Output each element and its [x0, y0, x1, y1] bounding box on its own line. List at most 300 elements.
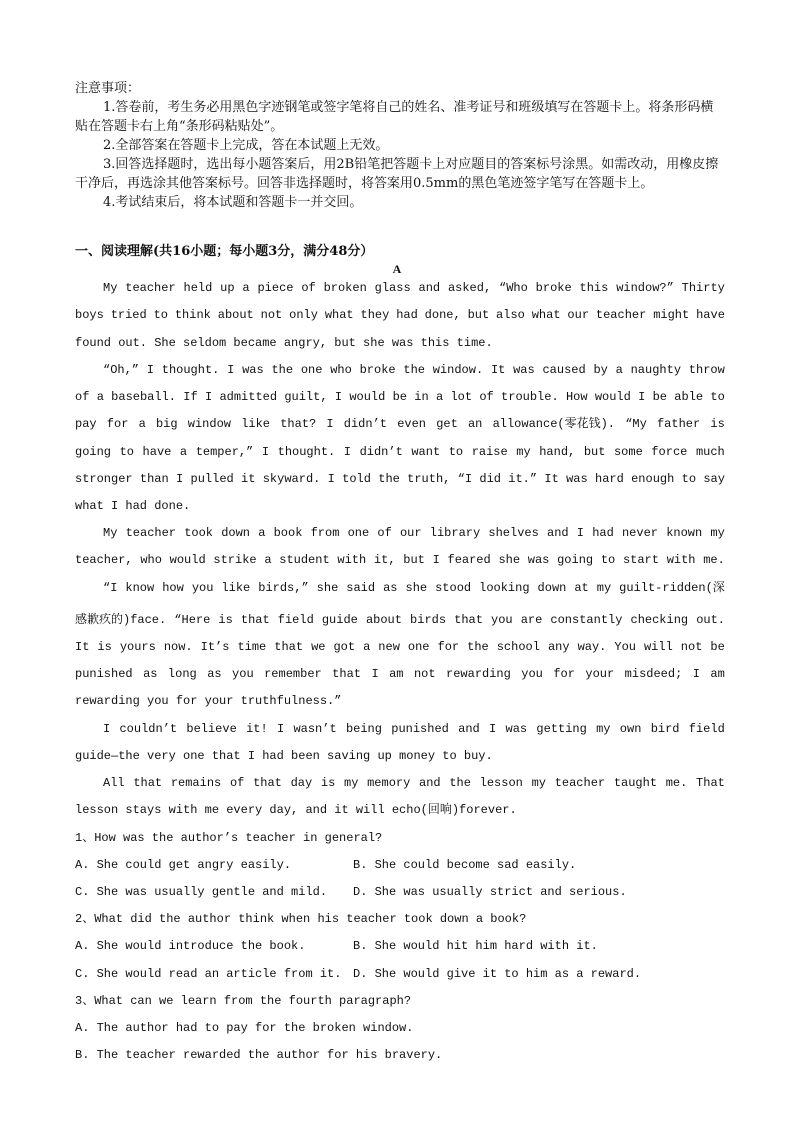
passage-line: rewarding you for your truthfulness.”	[75, 694, 342, 708]
word: never	[621, 526, 658, 540]
word: had	[396, 308, 418, 322]
word: couldn’t	[119, 722, 178, 736]
word: didn’t	[359, 445, 403, 459]
word: of	[229, 776, 245, 790]
word: one	[407, 640, 430, 654]
word: skyward.	[262, 472, 321, 486]
word: a	[435, 390, 444, 404]
word: glass	[374, 281, 411, 295]
word: to	[710, 390, 725, 404]
word: strike	[213, 553, 257, 567]
question-stem: 3、What can we learn from the fourth paragraph?	[75, 994, 412, 1008]
word: for	[437, 640, 460, 654]
word: know	[125, 581, 155, 595]
word: the	[449, 776, 471, 790]
option-d: D. She would give it to him as a reward.	[353, 967, 642, 981]
passage-line	[75, 471, 725, 491]
option-c: C. She was usually gentle and mild.	[75, 885, 328, 899]
word: my	[596, 581, 612, 595]
word: My	[103, 526, 118, 540]
word: and	[547, 526, 569, 540]
word: now.	[163, 640, 193, 654]
word: temper,”	[195, 445, 254, 459]
word: she	[498, 553, 521, 567]
word: going	[557, 553, 594, 567]
word: constantly	[550, 613, 623, 627]
word: the	[378, 472, 400, 486]
word: how	[162, 581, 184, 595]
word: start	[622, 553, 659, 567]
word: will	[643, 640, 673, 654]
word: piece	[257, 281, 294, 295]
word: the	[271, 363, 294, 377]
word: about	[365, 613, 402, 627]
word: hand,	[539, 445, 576, 459]
word: is	[218, 613, 233, 627]
word: think	[174, 308, 211, 322]
word: broken	[323, 281, 367, 295]
word: am	[710, 667, 725, 681]
word: shelves	[488, 526, 539, 540]
word: student	[279, 553, 330, 567]
word: 感歉疚的)face.	[75, 613, 167, 627]
word: punished	[391, 722, 449, 736]
word: My	[103, 281, 118, 295]
word: of	[479, 390, 494, 404]
word: as	[143, 667, 158, 681]
word: going	[75, 445, 112, 459]
word: our	[399, 526, 422, 540]
word: “Who	[499, 281, 528, 295]
word: with	[337, 553, 367, 567]
word: is	[320, 776, 336, 790]
word: father	[656, 417, 701, 431]
word: what	[531, 308, 561, 322]
word: guilt-ridden(深	[619, 581, 725, 595]
word: and	[458, 722, 480, 736]
word: but	[583, 445, 606, 459]
word: baseball.	[111, 390, 176, 404]
word: It	[544, 472, 559, 486]
word: It’s	[200, 640, 230, 654]
word: it.”	[508, 472, 538, 486]
word: that	[240, 613, 270, 627]
word: teacher	[125, 281, 176, 295]
word: pulled	[190, 472, 234, 486]
passage-line	[75, 280, 725, 300]
word: thought.	[161, 363, 220, 377]
word: might	[653, 308, 690, 322]
word: hard	[595, 472, 624, 486]
word: a	[258, 526, 266, 540]
word: me.	[665, 776, 688, 790]
word: truth,	[407, 472, 451, 486]
option-b: B. She could become sad easily.	[353, 858, 577, 872]
word: you	[491, 613, 513, 627]
word: what	[324, 308, 354, 322]
word: way.	[577, 640, 607, 654]
passage-line	[75, 580, 725, 600]
passage-line	[75, 775, 725, 795]
word: a	[179, 445, 188, 459]
word: You	[614, 640, 636, 654]
word: one	[300, 363, 323, 377]
passage-line	[75, 416, 725, 436]
word: misdeed;	[624, 667, 683, 681]
word: it,	[373, 553, 396, 567]
word: would	[349, 390, 386, 404]
word: than	[139, 472, 169, 486]
word: at	[574, 581, 589, 595]
word: “My	[625, 417, 647, 431]
word: who	[140, 553, 162, 567]
passage-line	[75, 612, 725, 632]
option-b: B. She would hit him hard with it.	[353, 939, 598, 953]
word: like	[241, 417, 270, 431]
word: long	[167, 667, 197, 681]
word: was	[566, 472, 588, 486]
word: It	[490, 363, 506, 377]
passage-line: what I had done.	[75, 499, 191, 513]
word: they	[360, 308, 390, 322]
word: being	[345, 722, 382, 736]
word: my	[516, 445, 531, 459]
instructions-block	[75, 79, 725, 212]
word: broke	[535, 281, 572, 295]
word: teacher	[125, 526, 177, 540]
word: remains	[170, 776, 222, 790]
word: asked,	[447, 281, 492, 295]
word: a	[264, 553, 272, 567]
word: like	[221, 581, 251, 595]
word: taught	[613, 776, 658, 790]
word: field	[277, 613, 314, 627]
word: you	[191, 581, 214, 595]
word: would	[169, 553, 206, 567]
word: about	[217, 308, 254, 322]
word: be	[652, 390, 668, 404]
passage-line	[75, 362, 725, 382]
word: a	[138, 417, 146, 431]
word: was	[505, 722, 528, 736]
word: big	[155, 417, 178, 431]
word: would	[594, 390, 631, 404]
word: she	[316, 581, 339, 595]
word: able	[674, 390, 704, 404]
word: “Here	[174, 613, 211, 627]
word: your	[585, 667, 615, 681]
word: If	[183, 390, 198, 404]
word: up	[220, 281, 235, 295]
word: window.	[432, 363, 484, 377]
word: to	[153, 308, 168, 322]
word: the	[403, 363, 425, 377]
word: of	[377, 526, 392, 540]
word: I	[638, 390, 646, 404]
word: said	[346, 581, 376, 595]
word: throw	[688, 363, 725, 377]
word: but	[467, 308, 490, 322]
question-stem: 2、What did the author think when his teacher took down a book?	[75, 912, 527, 926]
word: It	[75, 640, 90, 654]
word: tried	[110, 308, 147, 322]
word: as	[383, 581, 398, 595]
word: stronger	[75, 472, 133, 486]
word: some	[613, 445, 643, 459]
instructions-title: 注意事项：	[75, 81, 141, 96]
word: with	[666, 553, 696, 567]
instruction-2: 2.全部答案在答题卡上完成，答在本试题上无效。	[103, 138, 389, 153]
word: I	[692, 667, 700, 681]
word: admitted	[219, 390, 278, 404]
passage-line	[75, 525, 725, 545]
word: own	[619, 722, 642, 736]
word: say	[703, 472, 725, 486]
question-option: B. The teacher rewarded the author for his bravery.	[75, 1048, 443, 1062]
word: but	[403, 553, 425, 567]
word: a	[242, 281, 250, 295]
word: even	[397, 417, 426, 431]
question-option-row	[75, 938, 725, 958]
option-a: A. She would introduce the book.	[75, 939, 306, 953]
passage-line: guide—the very one that I had been saving up money to buy.	[75, 749, 493, 763]
word: Thirty	[681, 281, 725, 295]
word: that?	[280, 417, 317, 431]
word: force	[651, 445, 688, 459]
word: I	[146, 363, 154, 377]
word: who	[330, 363, 352, 377]
passage-line	[75, 444, 725, 464]
instruction-3: 3.回答选择题时，选出每小题答案后，用2B铅笔把答题卡上对应题目的答案标号涂黑。如需改动，用橡皮擦干净后，再选涂其他答案标号。回答非选择题时，将答案用0.5mm的黑色笔迹签字笔写在答题卡上。	[75, 157, 719, 191]
word: yours	[119, 640, 156, 654]
word: boys	[75, 308, 104, 322]
word: down	[221, 526, 251, 540]
word: day	[290, 776, 313, 790]
word: is	[97, 640, 112, 654]
word: out.	[696, 613, 725, 627]
word: teacher	[554, 776, 606, 790]
word: feared	[447, 553, 491, 567]
word: my	[531, 776, 546, 790]
word: one	[347, 526, 370, 540]
word: from	[310, 526, 340, 540]
word: I	[176, 472, 184, 486]
word: to	[681, 472, 697, 486]
word: stood	[435, 581, 472, 595]
word: birds	[410, 613, 447, 627]
word: thought.	[277, 445, 336, 459]
word: told	[342, 472, 371, 486]
word: get	[436, 417, 458, 431]
word: was	[527, 553, 550, 567]
word: it!	[246, 722, 268, 736]
question-option-row	[75, 857, 725, 877]
question-stem: 1、How was the author’s teacher in general?	[75, 831, 383, 845]
word: a	[96, 390, 104, 404]
word: my	[710, 526, 725, 540]
word: I	[327, 472, 335, 486]
word: are	[520, 613, 543, 627]
word: held	[183, 281, 213, 295]
word: also	[496, 308, 525, 322]
word: for	[553, 667, 575, 681]
word: that	[133, 776, 163, 790]
word: teacher,	[75, 553, 133, 567]
word: How	[565, 390, 588, 404]
word: you	[232, 667, 254, 681]
word: to	[600, 553, 616, 567]
word: we	[311, 640, 326, 654]
question-option-row	[75, 884, 725, 904]
word: known	[666, 526, 703, 540]
word: you	[521, 667, 543, 681]
word: bird	[650, 722, 680, 736]
word: That	[696, 776, 725, 790]
section-heading: 一、阅读理解(共16小题；每小题3分，满分48分）	[75, 244, 374, 259]
word: “I	[457, 472, 473, 486]
word: I	[371, 667, 379, 681]
word: am	[389, 667, 404, 681]
word: book	[273, 526, 303, 540]
word: my	[344, 776, 359, 790]
word: I	[432, 553, 440, 567]
word: memory	[367, 776, 411, 790]
word: “Oh,”	[103, 363, 140, 377]
word: me.	[703, 553, 725, 567]
word: be	[710, 640, 725, 654]
word: for	[106, 417, 129, 431]
question-option-row	[75, 966, 725, 986]
word: naughty	[630, 363, 682, 377]
word: I	[227, 363, 235, 377]
word: is	[710, 417, 725, 431]
word: I	[576, 526, 584, 540]
word: raise	[471, 445, 508, 459]
instruction-1: 1.答卷前，考生务必用黑色字迹钢笔或签字笔将自己的姓名、准考证号和班级填写在答题卡上。将条形码横贴在答题卡右上角“条形码粘贴处”。	[75, 100, 714, 134]
word: believe	[186, 722, 237, 736]
word: done,	[424, 308, 461, 322]
word: rewarding	[446, 667, 511, 681]
word: remember	[264, 667, 322, 681]
word: that	[274, 640, 304, 654]
word: time	[237, 640, 267, 654]
word: school	[496, 640, 540, 654]
word: not	[260, 308, 283, 322]
word: was	[242, 363, 264, 377]
passage-letter: A	[392, 262, 402, 276]
word: a	[615, 363, 623, 377]
word: wasn’t	[293, 722, 337, 736]
word: and	[419, 776, 441, 790]
word: lot	[450, 390, 473, 404]
word: she	[405, 581, 428, 595]
word: pay	[75, 417, 97, 431]
word: library	[429, 526, 481, 540]
word: guilt,	[284, 390, 328, 404]
word: any	[547, 640, 570, 654]
word: caused	[542, 363, 586, 377]
word: have	[142, 445, 172, 459]
option-c: C. She would read an article from it.	[75, 967, 342, 981]
word: didn’t	[343, 417, 387, 431]
word: allowance(零花钱).	[492, 417, 615, 431]
passage-line: found out. She seldom became angry, but she was this time.	[75, 336, 493, 350]
word: my	[596, 722, 611, 736]
word: I	[326, 417, 334, 431]
word: “I	[103, 581, 118, 595]
word: teacher	[595, 308, 647, 322]
word: our	[567, 308, 590, 322]
passage-line	[75, 552, 725, 572]
passage-line	[75, 666, 725, 686]
word: and	[418, 281, 441, 295]
word: I	[489, 722, 497, 736]
word: have	[696, 308, 725, 322]
word: in	[414, 390, 429, 404]
word: it	[241, 472, 256, 486]
word: checking	[630, 613, 689, 627]
word: much	[695, 445, 725, 459]
word: not	[680, 640, 703, 654]
word: took	[184, 526, 214, 540]
passage-line	[75, 307, 725, 327]
word: the	[467, 640, 489, 654]
instruction-4: 4.考试结束后，将本试题和答题卡一并交回。	[103, 195, 363, 210]
word: I	[343, 445, 351, 459]
question-option: A. The author had to pay for the broken window.	[75, 1021, 414, 1035]
word: broke	[359, 363, 396, 377]
word: I	[204, 390, 213, 404]
word: did	[479, 472, 501, 486]
word: lesson	[479, 776, 523, 790]
word: enough	[631, 472, 675, 486]
word: by	[593, 363, 608, 377]
word: I	[103, 722, 111, 736]
word: that	[253, 776, 282, 790]
word: be	[392, 390, 408, 404]
word: I	[334, 390, 343, 404]
word: I	[261, 445, 270, 459]
word: looking	[479, 581, 530, 595]
word: getting	[536, 722, 587, 736]
passage-line	[75, 639, 725, 659]
word: new	[378, 640, 400, 654]
word: only	[289, 308, 318, 322]
word: to	[448, 445, 464, 459]
passage-line	[75, 389, 725, 409]
word: of	[75, 390, 90, 404]
word: window?”	[616, 281, 674, 295]
word: that	[332, 667, 361, 681]
passage-line	[75, 721, 725, 741]
word: want	[411, 445, 441, 459]
word: not	[413, 667, 436, 681]
passage-line: lesson stays with me every day, and it will echo(回响)forever.	[75, 803, 517, 817]
word: field	[688, 722, 725, 736]
word: was	[513, 363, 535, 377]
word: guide	[321, 613, 358, 627]
word: as	[207, 667, 222, 681]
word: birds,”	[258, 581, 309, 595]
word: window	[187, 417, 231, 431]
word: I	[276, 722, 285, 736]
word: All	[103, 776, 125, 790]
word: of	[301, 281, 316, 295]
word: a	[363, 640, 371, 654]
word: that	[454, 613, 483, 627]
word: trouble.	[501, 390, 559, 404]
word: an	[467, 417, 483, 431]
